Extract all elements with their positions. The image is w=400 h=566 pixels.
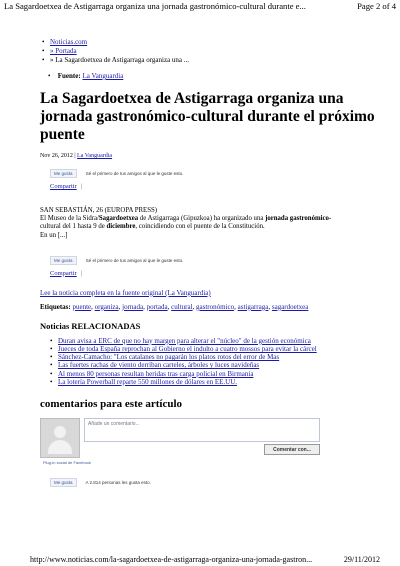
related-link[interactable]: Al menos 80 personas resultan heridas tras carga policial en Birmania (58, 369, 254, 378)
tag-link[interactable]: organiza (94, 302, 119, 311)
article-date: Nov 26, 2012 | (40, 153, 76, 159)
facebook-like-box (50, 169, 380, 179)
comment-input[interactable]: Añade un comentario... (84, 418, 320, 442)
related-link[interactable]: La lotería Powerball reparte 550 millones de dólares en EE.UU. (58, 377, 238, 386)
source-label: Fuente: (57, 72, 81, 80)
article-meta (40, 153, 380, 159)
article-source-link[interactable]: La Vanguardia (77, 153, 113, 159)
print-header-title: La Sagardoetxea de Astigarraga organiza una jornada gastronómico-cultural durante e... (4, 1, 306, 11)
body-text: de Astigarraga (Gipuzkoa) ha organizado una (138, 215, 266, 223)
like-button[interactable]: Me gusta (50, 256, 77, 265)
breadcrumb (50, 38, 380, 65)
tag-link[interactable]: gastronómico (196, 302, 235, 311)
list-item[interactable] (58, 337, 380, 345)
print-header-page: Page 2 of 4 (357, 1, 396, 11)
share-link[interactable]: Compartir (50, 269, 77, 277)
print-header (0, 0, 400, 14)
list-item[interactable] (58, 345, 380, 353)
tag-link[interactable]: portada (146, 302, 168, 311)
article-dateline: SAN SEBASTIÁN, 26 (EUROPA PRESS) (40, 207, 158, 214)
print-footer (0, 555, 400, 566)
tag-link[interactable]: sagardoetxea (271, 302, 309, 311)
like-button[interactable]: Me gusta (50, 478, 77, 487)
source-link[interactable]: La Vanguardia (82, 72, 124, 80)
like-text: Sé el primero de tus amigos al que le guste esto. (85, 257, 184, 263)
page-title: La Sagardoetxea de Astigarraga organiza una jornada gastronómico-cultural durante el próximo puente (40, 90, 375, 143)
avatar-body-icon (48, 440, 72, 454)
comment-submit-button[interactable]: Comentar con... (264, 444, 320, 455)
share-separator: | (80, 269, 83, 277)
related-link[interactable]: Sánchez-Camacho: "Los catalanes no pagarán los platos rotos del error de Mas (58, 353, 280, 362)
body-text: , coincidiendo con el puente de la Constitución. (135, 223, 265, 231)
facebook-plugin-note[interactable]: Plug-in social de Facebook (43, 460, 92, 466)
avatar (40, 418, 80, 458)
related-title: Noticias RELACIONADAS (40, 320, 141, 331)
tags-label: Etiquetas: (40, 302, 71, 311)
list-item[interactable] (58, 370, 380, 378)
avatar-head-icon (54, 426, 66, 438)
list-item[interactable] (58, 378, 380, 386)
tag-link[interactable]: cultural (171, 302, 193, 311)
comment-box (40, 418, 380, 458)
like-count-text: A 2.814 personas les gusta esto. (85, 480, 151, 485)
print-footer-date: 29/11/2012 (343, 555, 380, 564)
facebook-like-box-2 (50, 256, 380, 266)
like-button[interactable]: Me gusta (50, 169, 77, 178)
body-ellipsis: En un [...] (40, 231, 68, 239)
body-bold: diciembre (106, 223, 136, 231)
related-link[interactable]: Jueces de toda España reprochan al Gobierno el indulto a cuatro mossos para evitar la cárcel (58, 345, 317, 354)
print-footer-url: http://www.noticias.com/la-sagardoetxea-de-astigarraga-organiza-una-jornada-gastron... (30, 555, 313, 564)
full-article-link-row (40, 289, 380, 297)
facebook-like-box-bottom (50, 478, 151, 487)
list-item[interactable] (58, 361, 380, 369)
body-text: El Museo de la Sidra/ (40, 215, 99, 223)
share-link[interactable]: Compartir (50, 183, 77, 190)
tag-link[interactable]: astigarraga (237, 302, 269, 311)
tag-link[interactable]: jornada (122, 302, 144, 311)
related-link[interactable]: Las fuertes rachas de viento derriban carteles, árboles y luces navideñas (58, 361, 260, 370)
body-text: cultural del 1 hasta 9 de (40, 223, 107, 231)
related-link[interactable]: Duran avisa a ERC de que no hay margen para alterar el "núcleo" de la gestión económica (58, 336, 311, 345)
share-separator: | (80, 183, 83, 190)
related-list (58, 337, 380, 386)
article-content (40, 38, 380, 465)
like-text: Sé el primero de tus amigos al que le guste esto. (85, 171, 184, 176)
list-item[interactable] (58, 353, 380, 361)
source-line (56, 72, 380, 80)
article-body (40, 215, 380, 240)
full-article-link[interactable]: Lee la noticia completa en la fuente original (La Vanguardia) (40, 288, 211, 297)
body-bold: jornada gastronómico- (265, 215, 332, 223)
body-bold: Sagardoetxea (98, 215, 139, 223)
breadcrumb-item[interactable] (50, 38, 380, 47)
breadcrumb-link-portada[interactable]: » Portada (50, 47, 77, 55)
tag-link[interactable]: puente (72, 302, 92, 311)
breadcrumb-item[interactable] (50, 47, 380, 56)
comments-title: comentarios para este artículo (40, 398, 183, 411)
tags-row: Etiquetas: puente, organiza, jornada, portada, cultural, gastronómico, astigarraga, sagardoetxea (40, 302, 309, 311)
breadcrumb-link-home[interactable]: Noticias.com (50, 38, 88, 46)
share-row (50, 183, 380, 190)
share-row-2 (50, 270, 380, 277)
breadcrumb-item-current: • » La Sagardoetxea de Astigarraga organiza una ... (50, 56, 380, 65)
